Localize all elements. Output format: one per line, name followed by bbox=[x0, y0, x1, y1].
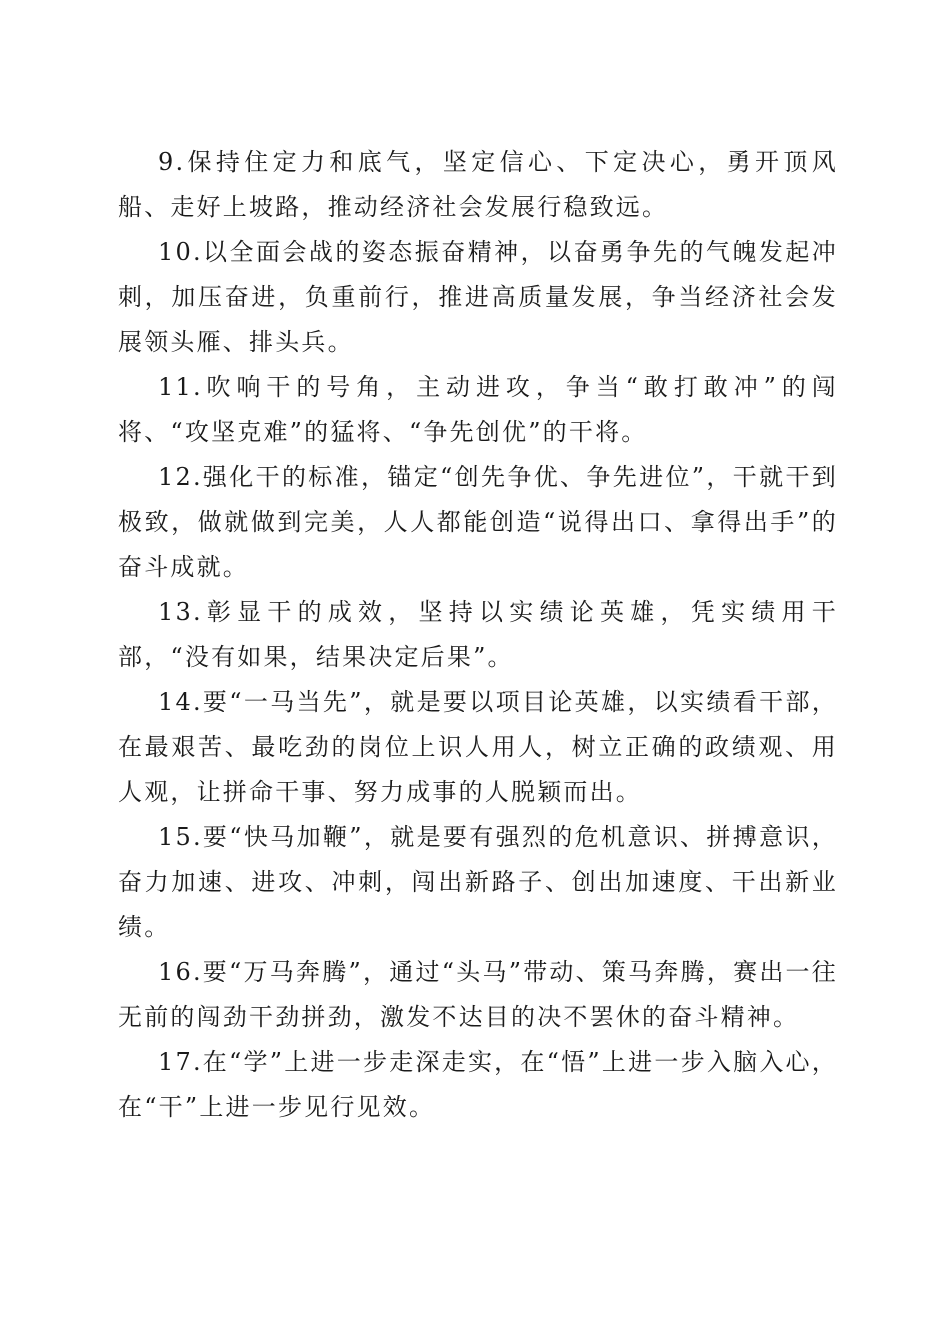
paragraph-14: 14.要“一马当先”，就是要以项目论英雄，以实绩看干部，在最艰苦、最吃劲的岗位上识人用人，树立正确的政绩观、用人观，让拼命干事、努力成事的人脱颖而出。 bbox=[118, 688, 838, 806]
paragraph-9: 9.保持住定力和底气，坚定信心、下定决心，勇开顶风船、走好上坡路，推动经济社会发展行稳致远。 bbox=[118, 148, 838, 221]
paragraph-17: 17.在“学”上进一步走深走实，在“悟”上进一步入脑入心，在“干”上进一步见行见效。 bbox=[118, 1048, 838, 1121]
paragraph-11: 11.吹响干的号角，主动进攻，争当“敢打敢冲”的闯将、“攻坚克难”的猛将、“争先创优”的干将。 bbox=[118, 373, 838, 446]
document-body bbox=[118, 140, 838, 1130]
paragraph-13: 13.彰显干的成效，坚持以实绩论英雄，凭实绩用干部，“没有如果，结果决定后果”。 bbox=[118, 598, 838, 671]
paragraph-16: 16.要“万马奔腾”，通过“头马”带动、策马奔腾，赛出一往无前的闯劲干劲拼劲，激发不达目的决不罢休的奋斗精神。 bbox=[118, 958, 838, 1031]
paragraph-15: 15.要“快马加鞭”，就是要有强烈的危机意识、拼搏意识，奋力加速、进攻、冲刺，闯出新路子、创出加速度、干出新业绩。 bbox=[118, 823, 838, 941]
paragraph-12: 12.强化干的标准，锚定“创先争优、争先进位”，干就干到极致，做就做到完美，人人都能创造“说得出口、拿得出手”的奋斗成就。 bbox=[118, 463, 838, 581]
paragraph-10: 10.以全面会战的姿态振奋精神，以奋勇争先的气魄发起冲刺，加压奋进，负重前行，推进高质量发展，争当经济社会发展领头雁、排头兵。 bbox=[118, 238, 838, 356]
